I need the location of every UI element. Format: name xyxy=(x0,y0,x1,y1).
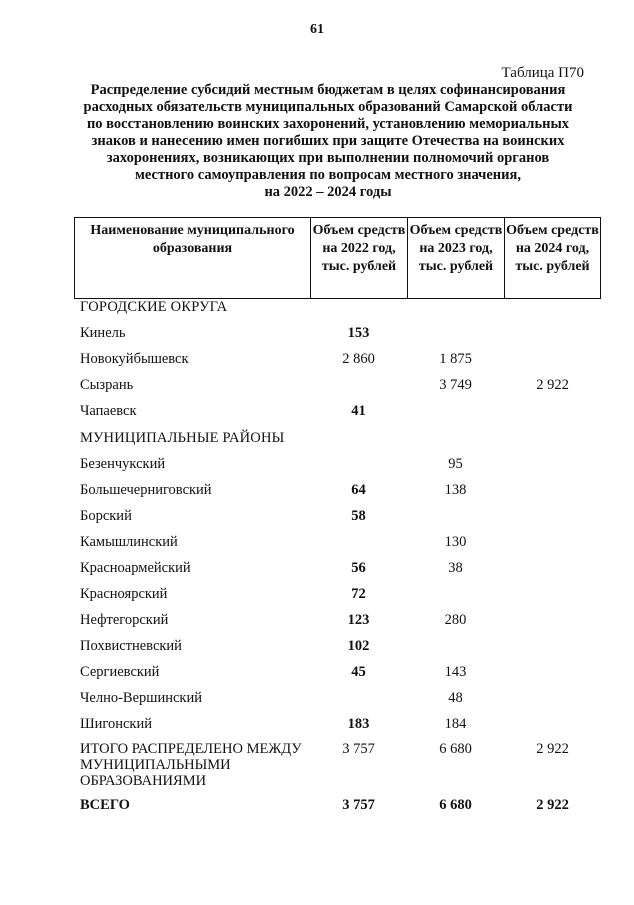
municipality-name: Чапаевск xyxy=(80,403,137,419)
grand-total-2023: 6 680 xyxy=(439,797,472,813)
table-row xyxy=(0,664,634,684)
grand-total-2024: 2 922 xyxy=(536,797,569,813)
total-distributed-label: ИТОГО РАСПРЕДЕЛЕНО МЕЖДУ МУНИЦИПАЛЬНЫМИ ОБРАЗОВАНИЯМИ xyxy=(80,741,302,789)
municipality-name: Сергиевский xyxy=(80,664,160,680)
total-distributed-2023: 6 680 xyxy=(439,741,472,757)
table-row xyxy=(0,716,634,736)
section-heading xyxy=(0,430,634,450)
value-2022: 58 xyxy=(351,508,366,524)
table-row xyxy=(0,351,634,371)
title-line: на 2022 – 2024 годы xyxy=(264,184,392,200)
value-2022: 102 xyxy=(347,638,370,654)
section-title: МУНИЦИПАЛЬНЫЕ РАЙОНЫ xyxy=(80,430,285,446)
municipality-name: Красноармейский xyxy=(80,560,191,576)
value-2022: 45 xyxy=(351,664,366,680)
total-distributed-row xyxy=(0,741,634,761)
municipality-name: Новокуйбышевск xyxy=(80,351,189,367)
total-distributed-2024: 2 922 xyxy=(536,741,569,757)
header-2024-column: Объем средств на 2024 год, тыс. рублей xyxy=(504,217,601,299)
municipality-name: Сызрань xyxy=(80,377,134,393)
section-title: ГОРОДСКИЕ ОКРУГА xyxy=(80,299,228,315)
value-2023: 130 xyxy=(444,534,467,550)
table-row xyxy=(0,586,634,606)
municipality-name: Безенчукский xyxy=(80,456,166,472)
total-distributed-2022: 3 757 xyxy=(342,741,375,757)
header-2022-column: Объем средств на 2022 год, тыс. рублей xyxy=(310,217,407,299)
title-line: расходных обязательств муниципальных образований Самарской области xyxy=(83,99,573,115)
value-2023: 184 xyxy=(444,716,467,732)
value-2023: 143 xyxy=(444,664,467,680)
table-row xyxy=(0,377,634,397)
table-row xyxy=(0,560,634,580)
municipality-name: Борский xyxy=(80,508,132,524)
value-2023: 280 xyxy=(444,612,467,628)
value-2022: 72 xyxy=(351,586,366,602)
value-2023: 95 xyxy=(448,456,463,472)
grand-total-2022: 3 757 xyxy=(342,797,375,813)
municipality-name: Нефтегорский xyxy=(80,612,169,628)
table-row xyxy=(0,403,634,423)
table-row xyxy=(0,508,634,528)
table-row xyxy=(0,534,634,554)
grand-total-label: ВСЕГО xyxy=(80,797,130,813)
value-2024: 2 922 xyxy=(536,377,569,393)
page-number: 61 xyxy=(310,22,324,37)
value-2023: 48 xyxy=(448,690,463,706)
header-name-column: Наименование муниципального образования xyxy=(74,217,310,299)
value-2022: 56 xyxy=(351,560,366,576)
table-row xyxy=(0,456,634,476)
table-row xyxy=(0,690,634,710)
value-2022: 123 xyxy=(347,612,370,628)
value-2023: 38 xyxy=(448,560,463,576)
municipality-name: Красноярский xyxy=(80,586,168,602)
value-2023: 1 875 xyxy=(439,351,472,367)
section-heading xyxy=(0,299,634,319)
table-row xyxy=(0,325,634,345)
municipality-name: Кинель xyxy=(80,325,126,341)
value-2023: 3 749 xyxy=(439,377,472,393)
table-label: Таблица П70 xyxy=(501,65,584,81)
title-line: Распределение субсидий местным бюджетам в целях софинансирования xyxy=(90,82,566,98)
grand-total-row xyxy=(0,797,634,817)
title-line: местного самоуправления по вопросам местного значения, xyxy=(135,167,521,183)
title-line: по восстановлению воинских захоронений, установлению мемориальных xyxy=(86,116,570,132)
document-title xyxy=(58,82,598,201)
municipality-name: Похвистневский xyxy=(80,638,182,654)
value-2023: 138 xyxy=(444,482,467,498)
title-line: знаков и нанесению имен погибших при защите Отечества на воинских xyxy=(91,133,565,149)
table-row xyxy=(0,612,634,632)
header-2023-column: Объем средств на 2023 год, тыс. рублей xyxy=(407,217,504,299)
value-2022: 41 xyxy=(351,403,366,419)
value-2022: 2 860 xyxy=(342,351,375,367)
value-2022: 153 xyxy=(347,325,370,341)
table-row xyxy=(0,638,634,658)
municipality-name: Большечерниговский xyxy=(80,482,212,498)
title-line: захоронениях, возникающих при выполнении полномочий органов xyxy=(106,150,550,166)
value-2022: 64 xyxy=(351,482,366,498)
municipality-name: Шигонский xyxy=(80,716,152,732)
municipality-name: Челно-Вершинский xyxy=(80,690,202,706)
value-2022: 183 xyxy=(347,716,370,732)
table-row xyxy=(0,482,634,502)
municipality-name: Камышлинский xyxy=(80,534,178,550)
